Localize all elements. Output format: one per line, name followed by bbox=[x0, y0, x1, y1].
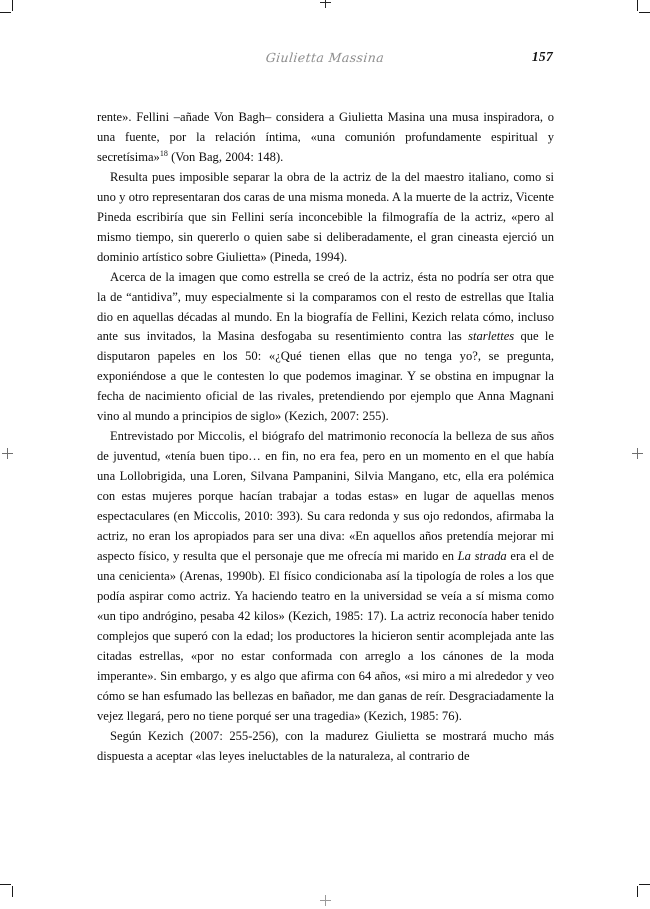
paragraph-5 bbox=[97, 727, 554, 767]
paragraph-4 bbox=[97, 427, 554, 726]
paragraph-4-text-after-italic: era el de una cenicienta» (Arenas, 1990b). El físico condicionaba así la tipología de roles a los que podía aspirar como actriz. Ya haciendo teatro en la universidad se veía a sí misma como «un tipo andrógino, pesaba 42 kilos» (Kezich, 1985: 17). La actriz reconocía haber tenido complejos que superó con la edad; los productores la hicieron sentir acomplejada ante las citadas estrellas, «por no estar conformada con arreglo a los cánones de la moda imperante». Sin embargo, y es algo que afirma con 64 años, «si miro a mi alrededor y veo cómo se han esfumado las bellezas en bañador, me dan ganas de reír. Desgraciadamente la vejez llegará, pero no tiene porqué ser una tragedia» (Kezich, 1985: 76). bbox=[97, 548, 554, 723]
paragraph-3 bbox=[97, 268, 554, 428]
running-head bbox=[97, 48, 553, 74]
paragraph-2 bbox=[97, 168, 554, 268]
paragraph-1-text: rente». Fellini –añade Von Bagh– considera a Giulietta Masina una musa inspiradora, o una fuente, por la relación íntima, «una comunión profundamente espiritual y secretísima» bbox=[97, 110, 554, 164]
paragraph-3-text-after-italic: que le disputaron papeles en los 50: «¿Qué tienen ellas que no tenga yo?, se pregunta, exponiéndose a que le contesten lo que podemos imaginar. Y se obstina en impugnar la fecha de nacimiento oficial de las rivales, pretendiendo por ejemplo que Anna Magnani vino al mundo a principios de siglo» (Kezich, 2007: 255). bbox=[97, 329, 554, 424]
page-number: 157 bbox=[531, 49, 553, 64]
paragraph-3-italic-starlettes: starlettes bbox=[468, 329, 515, 344]
body-text-block bbox=[97, 108, 554, 766]
paragraph-1-citation: (Von Bag, 2004: 148). bbox=[167, 149, 284, 164]
paragraph-5-text: Según Kezich (2007: 255-256), con la madurez Giulietta se mostrará mucho más dispuesta a aceptar «las leyes ineluctables de la naturaleza, al contrario de bbox=[97, 728, 554, 763]
footnote-marker-18: 18 bbox=[159, 148, 168, 158]
paragraph-4-italic-la-strada: La strada bbox=[457, 548, 507, 563]
paragraph-4-text-before-italic: Entrevistado por Miccolis, el biógrafo del matrimonio reconocía la belleza de sus años de juventud, «tenía buen tipo… en fin, no era fea, pero en un momento en el que había una Lollobrigida, una Loren, Silvana Pampanini, Silvia Mangano, etc, ella era polémica con estas mujeres porque hacían trabajar a todas estas» en lugar de aquellas menos espectaculares (en Miccolis, 2010: 393). Su cara redonda y sus ojo redondos, afirmaba la actriz, no eran los apropiados para ser una diva: «En aquellos años pretendía mejorar mi aspecto físico, y resulta que el personaje que me ofrecía mi marido en bbox=[97, 429, 554, 563]
paragraph-2-text: Resulta pues imposible separar la obra de la actriz de la del maestro italiano, como si uno y otro representaran dos caras de una misma moneda. A la muerte de la actriz, Vicente Pineda escribiría que sin Fellini sería inconcebible la filmografía de la actriz, «pero al mismo tiempo, sin quererlo o quien sabe si deliberadamente, el gran cineasta ejerció un dominio artístico sobre Giulietta» (Pineda, 1994). bbox=[97, 169, 554, 264]
paragraph-1 bbox=[97, 108, 554, 168]
paragraph-3-text-before-italic: Acerca de la imagen que como estrella se creó de la actriz, ésta no podría ser otra que la de “antidiva”, muy especialmente si la comparamos con el resto de estrellas que Italia dio en aquellas décadas al mundo. En la biografía de Fellini, Kezich relata cómo, incluso ante sus invitados, la Masina desfogaba su resentimiento contra las bbox=[97, 269, 554, 344]
running-head-title: Giulietta Massina bbox=[265, 50, 385, 65]
